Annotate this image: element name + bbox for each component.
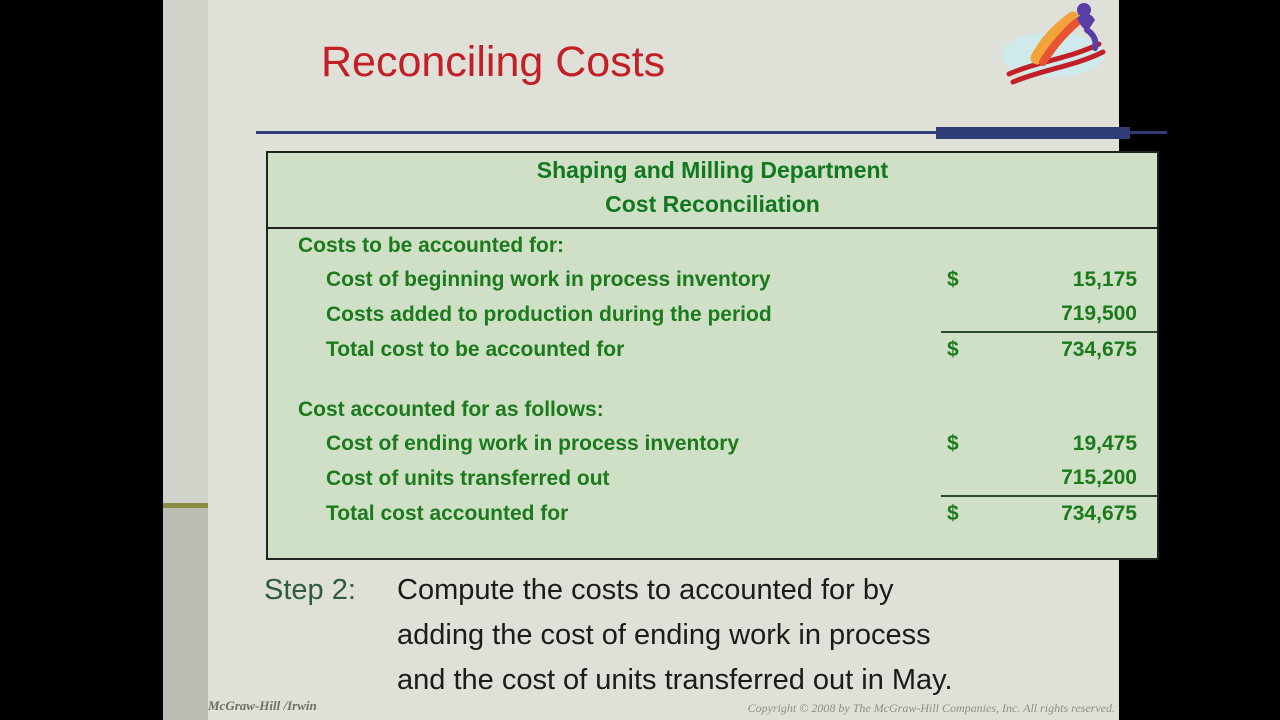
row-amount: 734,675	[987, 496, 1157, 531]
page-title: Reconciling Costs	[321, 38, 666, 86]
row-label: Cost of ending work in process inventory	[326, 432, 740, 455]
step-label: Step 2:	[264, 574, 356, 606]
table-total-row	[268, 332, 1157, 367]
slide-content-area	[208, 0, 1137, 720]
step-text-line2: adding the cost of ending work in process	[397, 619, 931, 651]
row-currency	[941, 297, 987, 332]
row-amount: 15,175	[1072, 268, 1137, 291]
footer-publisher: McGraw-Hill /Irwin	[208, 698, 317, 713]
table-row	[268, 297, 1157, 332]
step-explanation	[264, 568, 1175, 703]
step-text-line1: Compute the costs to accounted for by	[397, 574, 894, 606]
row-amount: 719,500	[1061, 302, 1137, 325]
title-divider-block	[936, 127, 1130, 139]
row-amount: 734,675	[987, 332, 1157, 367]
table-row	[268, 263, 1157, 297]
section-heading: Costs to be accounted for:	[298, 234, 565, 257]
footer-copyright: Copyright © 2008 by The McGraw-Hill Companies, Inc. All rights reserved.	[747, 701, 1115, 715]
table-header-line2: Cost Reconciliation	[605, 191, 820, 217]
row-amount: 715,200	[1061, 466, 1137, 489]
left-decorative-strip-light	[163, 0, 208, 505]
step-text-line3: and the cost of units transferred out in May.	[397, 664, 953, 696]
row-currency: $	[947, 268, 959, 291]
table-total-row	[268, 496, 1157, 531]
table-header-line1: Shaping and Milling Department	[536, 157, 889, 183]
section-heading: Cost accounted for as follows:	[298, 398, 604, 421]
table-header-row	[268, 153, 1157, 187]
step-line-1	[264, 568, 1175, 613]
row-label: Total cost to be accounted for	[326, 338, 625, 361]
table-spacer	[268, 367, 1157, 393]
row-amount: 19,475	[1072, 432, 1137, 455]
row-currency: $	[941, 332, 987, 367]
row-label: Cost of units transferred out	[326, 467, 610, 490]
section-heading-row	[268, 228, 1157, 263]
table-row	[268, 461, 1157, 496]
row-currency: $	[947, 432, 959, 455]
section-heading-row	[268, 393, 1157, 427]
table-header-divider	[268, 221, 1157, 228]
table-row	[268, 427, 1157, 461]
row-currency: $	[941, 496, 987, 531]
row-label: Cost of beginning work in process inventory	[326, 268, 771, 291]
row-label: Costs added to production during the period	[326, 303, 772, 326]
slide-inner-content	[264, 0, 1137, 720]
cost-reconciliation-table	[266, 151, 1159, 560]
row-currency	[941, 461, 987, 496]
left-decorative-accent	[163, 503, 208, 508]
table-header-row-2	[268, 187, 1157, 221]
skier-logo-icon	[991, 0, 1111, 95]
row-label: Total cost accounted for	[326, 502, 569, 525]
